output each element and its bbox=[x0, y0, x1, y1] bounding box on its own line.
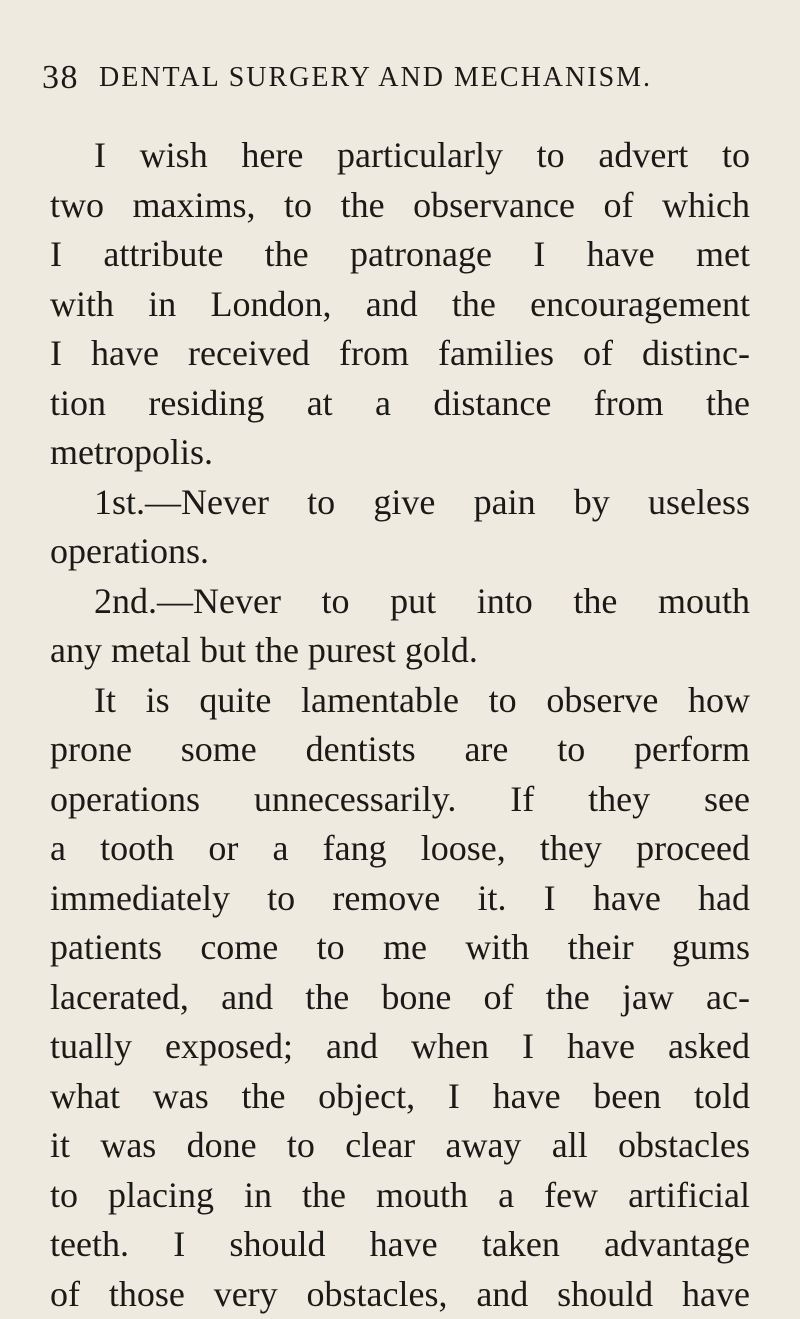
text-line: two maxims, to the observance of which bbox=[50, 181, 750, 231]
text-line: immediately to remove it. I have had bbox=[50, 874, 750, 924]
body-text bbox=[50, 131, 750, 1319]
text-line: to placing in the mouth a few artificial bbox=[50, 1171, 750, 1221]
text-line: lacerated, and the bone of the jaw ac- bbox=[50, 973, 750, 1023]
text-line: what was the object, I have been told bbox=[50, 1072, 750, 1122]
text-line: prone some dentists are to perform bbox=[50, 725, 750, 775]
text-line: with in London, and the encouragement bbox=[50, 280, 750, 330]
running-title: DENTAL SURGERY AND MECHANISM. bbox=[99, 58, 759, 98]
text-line: operations. bbox=[50, 527, 750, 577]
text-line: I attribute the patronage I have met bbox=[50, 230, 750, 280]
running-head bbox=[42, 58, 742, 98]
text-line: of those very obstacles, and should have bbox=[50, 1270, 750, 1319]
text-line: tion residing at a distance from the bbox=[50, 379, 750, 429]
text-line: 1st.—Never to give pain by useless bbox=[50, 478, 750, 528]
text-line: operations unnecessarily. If they see bbox=[50, 775, 750, 825]
text-line: metropolis. bbox=[50, 428, 750, 478]
text-line: it was done to clear away all obstacles bbox=[50, 1121, 750, 1171]
text-line: patients come to me with their gums bbox=[50, 923, 750, 973]
text-line: tually exposed; and when I have asked bbox=[50, 1022, 750, 1072]
text-line: I wish here particularly to advert to bbox=[50, 131, 750, 181]
text-line: teeth. I should have taken advantage bbox=[50, 1220, 750, 1270]
text-line: a tooth or a fang loose, they proceed bbox=[50, 824, 750, 874]
text-line: I have received from families of distinc- bbox=[50, 329, 750, 379]
text-line: 2nd.—Never to put into the mouth bbox=[50, 577, 750, 627]
text-line: any metal but the purest gold. bbox=[50, 626, 750, 676]
text-line: It is quite lamentable to observe how bbox=[50, 676, 750, 726]
page-number: 38 bbox=[42, 58, 92, 98]
